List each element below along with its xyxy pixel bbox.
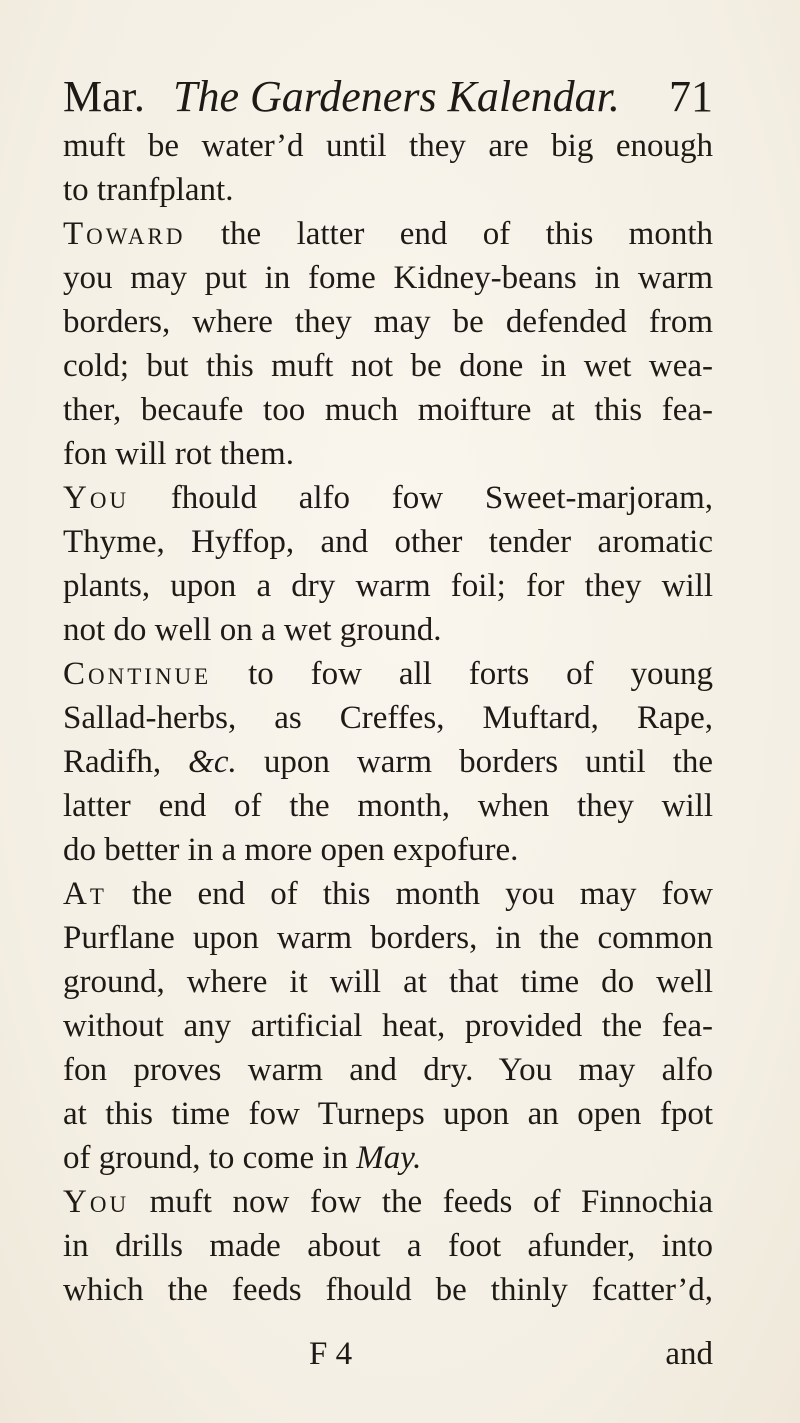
line-text: not do well on a wet ground. <box>63 612 442 648</box>
text-line <box>63 520 713 564</box>
line-text: do better in a more open expofure. <box>63 832 519 868</box>
text-line <box>63 1004 713 1048</box>
text-line <box>63 212 713 256</box>
text-line <box>63 388 713 432</box>
lead-word: You <box>63 1184 130 1220</box>
inline-month: May. <box>356 1140 422 1176</box>
line-text: the latter end of this month <box>220 216 713 252</box>
lead-word: You <box>63 480 130 516</box>
text-line <box>63 740 713 784</box>
line-text: the end of this month you may fow <box>132 876 713 912</box>
line-text: to tranfplant. <box>63 172 234 208</box>
text-line <box>63 344 713 388</box>
text-line <box>63 476 713 520</box>
signature-mark: F 4 <box>309 1336 353 1372</box>
text-line <box>63 1092 713 1136</box>
line-text: Sallad-herbs, as Creffes, Muftard, Rape, <box>63 700 713 736</box>
inline-etc: &c. <box>188 744 237 780</box>
text-line <box>63 168 713 212</box>
line-text: which the feeds fhould be thinly fcatter’d, <box>63 1272 713 1308</box>
line-text: in drills made about a foot afunder, into <box>63 1228 713 1264</box>
line-text: fhould alfo fow Sweet-marjoram, <box>170 480 713 516</box>
running-head <box>63 72 713 122</box>
text-line <box>63 432 713 476</box>
text-line <box>63 608 713 652</box>
line-text: fon proves warm and dry. You may alfo <box>63 1052 713 1088</box>
text-line <box>63 1268 713 1312</box>
line-text: muft be water’d until they are big enough <box>63 128 713 164</box>
lead-word: Continue <box>63 656 212 692</box>
running-head-month: Mar. <box>63 72 145 121</box>
running-head-title: The Gardeners Kalendar. <box>173 72 620 121</box>
text-line <box>63 828 713 872</box>
inline-word: Radifh, <box>63 744 162 780</box>
lead-word: Toward <box>63 216 186 252</box>
line-text: upon warm borders until the <box>263 744 714 780</box>
line-text: cold; but this muft not be done in wet wea- <box>63 348 713 384</box>
line-text: fon will rot them. <box>63 436 294 472</box>
text-line <box>63 652 713 696</box>
line-text: of ground, to come in <box>63 1140 349 1176</box>
text-line <box>63 1048 713 1092</box>
page-number: 71 <box>669 72 713 121</box>
text-line <box>63 1136 713 1180</box>
text-line <box>63 872 713 916</box>
lead-word: At <box>63 876 107 912</box>
line-text: without any artificial heat, provided the fea- <box>63 1008 713 1044</box>
catchword: and <box>665 1336 713 1372</box>
line-text: plants, upon a dry warm foil; for they will <box>63 568 713 604</box>
text-line <box>63 124 713 168</box>
line-text: ther, becaufe too much moifture at this fea- <box>63 392 713 428</box>
text-line <box>63 696 713 740</box>
text-line <box>63 256 713 300</box>
text-line <box>63 916 713 960</box>
line-text: borders, where they may be defended from <box>63 304 713 340</box>
text-line <box>63 300 713 344</box>
line-text: Thyme, Hyffop, and other tender aromatic <box>63 524 713 560</box>
line-text: Purflane upon warm borders, in the common <box>63 920 713 956</box>
page-footer <box>63 1332 713 1376</box>
line-text: latter end of the month, when they will <box>63 788 713 824</box>
text-line <box>63 960 713 1004</box>
text-line <box>63 784 713 828</box>
text-line <box>63 1180 713 1224</box>
text-line <box>63 1224 713 1268</box>
line-text: ground, where it will at that time do well <box>63 964 713 1000</box>
body-text <box>63 124 713 1312</box>
line-text: to fow all forts of young <box>248 656 714 692</box>
text-line <box>63 564 713 608</box>
line-text: you may put in fome Kidney-beans in warm <box>63 260 713 296</box>
line-text: at this time fow Turneps upon an open fpot <box>63 1096 713 1132</box>
line-text: muft now fow the feeds of Finnochia <box>149 1184 713 1220</box>
